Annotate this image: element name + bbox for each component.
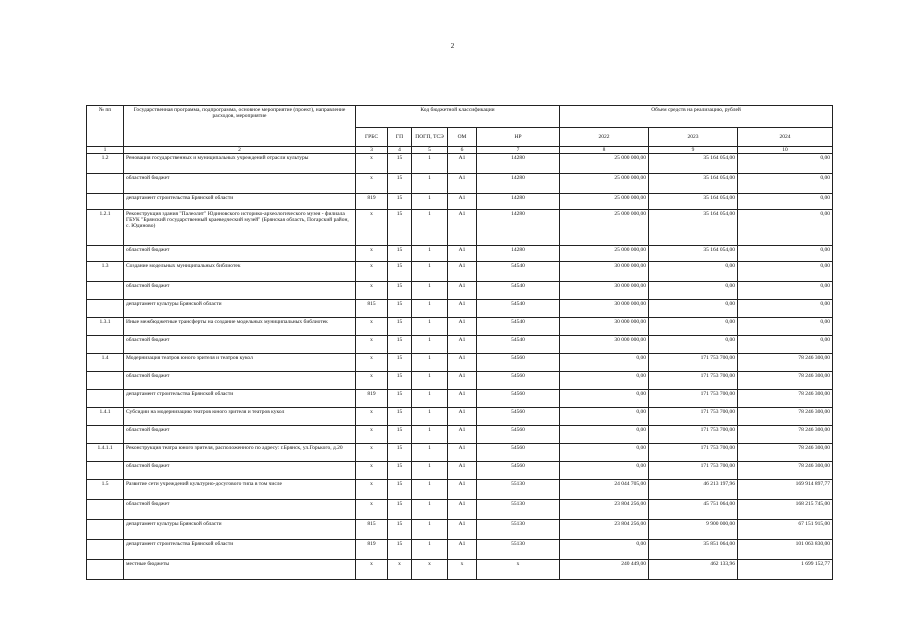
header-year-2022: 2022: [560, 128, 649, 147]
table-row: [87, 354, 833, 372]
cell-2024: 78 246 300,00: [738, 408, 833, 426]
cell-2023: 171 753 700,00: [649, 444, 738, 462]
cell-gp: 15: [388, 262, 412, 282]
cell-gp: 15: [388, 408, 412, 426]
cell-om: A1: [448, 282, 477, 300]
cell-2024: 0,00: [738, 300, 833, 318]
cell-2024: 0,00: [738, 336, 833, 354]
cell-nr: 54540: [477, 336, 560, 354]
cell-pogp: 1: [412, 462, 448, 480]
cell-nr: 14280: [477, 154, 560, 174]
header-om: ОМ: [448, 128, 477, 147]
cell-2024: 1 699 152,77: [738, 560, 833, 580]
cell-om: A1: [448, 174, 477, 194]
cell-2022: 30 000 000,00: [560, 262, 649, 282]
cell-pogp: 1: [412, 390, 448, 408]
cell-om: A1: [448, 246, 477, 262]
row-name: департамент культуры Брянской области: [124, 520, 356, 540]
cell-2022: 23 804 256,00: [560, 520, 649, 540]
column-number: 4: [388, 147, 412, 154]
cell-nr: x: [477, 560, 560, 580]
cell-2022: 0,00: [560, 408, 649, 426]
cell-pogp: 1: [412, 500, 448, 520]
header-volume: Объем средств на реализацию, рублей: [560, 106, 833, 128]
cell-2022: 30 000 000,00: [560, 318, 649, 336]
cell-om: A1: [448, 426, 477, 444]
row-name: областной бюджет: [124, 282, 356, 300]
cell-2024: 0,00: [738, 154, 833, 174]
cell-2024: 78 246 300,00: [738, 372, 833, 390]
row-name: областной бюджет: [124, 372, 356, 390]
column-number: 9: [649, 147, 738, 154]
cell-2024: 0,00: [738, 194, 833, 210]
cell-grbs: x: [356, 246, 388, 262]
row-name: Создание модельных муниципальных библиотек: [124, 262, 356, 282]
cell-2024: 0,00: [738, 282, 833, 300]
cell-gp: 15: [388, 500, 412, 520]
row-number: [87, 372, 124, 390]
cell-2023: 171 753 700,00: [649, 462, 738, 480]
table-row: [87, 390, 833, 408]
header-nr: НР: [477, 128, 560, 147]
cell-om: A1: [448, 408, 477, 426]
cell-2022: 24 044 705,00: [560, 480, 649, 500]
cell-grbs: x: [356, 354, 388, 372]
header-year-2024: 2024: [738, 128, 833, 147]
cell-om: A1: [448, 520, 477, 540]
cell-om: A1: [448, 210, 477, 246]
header-name: Государственная программа, подпрограмма, основное мероприятие (проект), направление расходов, мероприятие: [124, 106, 356, 147]
cell-om: A1: [448, 540, 477, 560]
cell-2022: 0,00: [560, 540, 649, 560]
cell-nr: 54540: [477, 300, 560, 318]
cell-2024: 78 246 300,00: [738, 390, 833, 408]
cell-om: A1: [448, 154, 477, 174]
row-name: Иные межбюджетные трансферты на создание модельных муниципальных библиотек: [124, 318, 356, 336]
cell-nr: 54560: [477, 426, 560, 444]
cell-gp: 15: [388, 282, 412, 300]
cell-om: A1: [448, 444, 477, 462]
table-row: [87, 300, 833, 318]
cell-gp: 15: [388, 480, 412, 500]
cell-nr: 54560: [477, 462, 560, 480]
cell-2023: 35 164 054,00: [649, 174, 738, 194]
row-name: департамент культуры Брянской области: [124, 300, 356, 318]
row-number: [87, 520, 124, 540]
cell-grbs: x: [356, 318, 388, 336]
cell-pogp: 1: [412, 210, 448, 246]
cell-2024: 78 246 300,00: [738, 462, 833, 480]
cell-gp: 15: [388, 336, 412, 354]
table-row: [87, 282, 833, 300]
row-number: [87, 246, 124, 262]
header-no: № пп: [87, 106, 124, 147]
column-number: 6: [448, 147, 477, 154]
row-name: департамент строительства Брянской области: [124, 540, 356, 560]
cell-2024: 67 151 915,00: [738, 520, 833, 540]
cell-pogp: 1: [412, 444, 448, 462]
cell-2022: 0,00: [560, 372, 649, 390]
cell-grbs: 815: [356, 300, 388, 318]
cell-om: A1: [448, 500, 477, 520]
cell-2022: 30 000 000,00: [560, 282, 649, 300]
cell-nr: 54560: [477, 408, 560, 426]
column-number: 10: [738, 147, 833, 154]
cell-2023: 0,00: [649, 318, 738, 336]
table-row: [87, 246, 833, 262]
cell-2022: 25 000 000,00: [560, 194, 649, 210]
cell-2022: 25 000 000,00: [560, 246, 649, 262]
cell-2023: 0,00: [649, 282, 738, 300]
row-name: областной бюджет: [124, 246, 356, 262]
cell-2023: 462 133,96: [649, 560, 738, 580]
budget-table: [86, 105, 833, 580]
table-row: [87, 372, 833, 390]
row-number: 1.3: [87, 262, 124, 282]
row-number: [87, 282, 124, 300]
cell-nr: 55130: [477, 520, 560, 540]
cell-2023: 35 164 054,00: [649, 194, 738, 210]
cell-gp: 15: [388, 300, 412, 318]
cell-nr: 14280: [477, 174, 560, 194]
row-number: 1.2: [87, 154, 124, 174]
row-number: [87, 462, 124, 480]
row-number: [87, 194, 124, 210]
cell-pogp: 1: [412, 354, 448, 372]
cell-grbs: x: [356, 336, 388, 354]
table-body: [87, 154, 833, 580]
cell-pogp: 1: [412, 300, 448, 318]
cell-2024: 0,00: [738, 174, 833, 194]
cell-pogp: 1: [412, 336, 448, 354]
cell-2022: 25 000 000,00: [560, 210, 649, 246]
cell-gp: 15: [388, 390, 412, 408]
table-row: [87, 500, 833, 520]
header-kbk: Код бюджетной классификации: [356, 106, 560, 128]
cell-gp: x: [388, 560, 412, 580]
cell-grbs: x: [356, 282, 388, 300]
cell-om: A1: [448, 300, 477, 318]
cell-grbs: x: [356, 372, 388, 390]
cell-2023: 171 753 700,00: [649, 390, 738, 408]
cell-2024: 78 246 300,00: [738, 444, 833, 462]
cell-gp: 15: [388, 444, 412, 462]
cell-nr: 54560: [477, 354, 560, 372]
header-pogp: ПОГП, ТСЭ: [412, 128, 448, 147]
cell-pogp: 1: [412, 246, 448, 262]
table-row: [87, 154, 833, 174]
cell-2022: 25 000 000,00: [560, 154, 649, 174]
table-row: [87, 520, 833, 540]
cell-2023: 35 164 054,00: [649, 154, 738, 174]
cell-2024: 169 914 897,77: [738, 480, 833, 500]
row-name: Реконструкция здания "Палеолит" Юдиновского историко-археологического музея - филиала ГБУК "Брянский государственный краеведческий музей" (Брянская область, Погарский район, с. Юдиново): [124, 210, 356, 246]
row-name: Развитие сети учреждений культурно-досугового типа в том числе: [124, 480, 356, 500]
cell-nr: 55130: [477, 500, 560, 520]
cell-nr: 14280: [477, 194, 560, 210]
row-name: Субсидии на модернизацию театров юного зрителя и театров кукол: [124, 408, 356, 426]
cell-2024: 78 246 300,00: [738, 354, 833, 372]
row-number: 1.3.1: [87, 318, 124, 336]
page-number: 2: [450, 42, 455, 50]
cell-pogp: 1: [412, 520, 448, 540]
cell-gp: 15: [388, 354, 412, 372]
row-name: Реновация государственных и муниципальных учреждений отрасли культуры: [124, 154, 356, 174]
column-number: 3: [356, 147, 388, 154]
cell-2024: 0,00: [738, 262, 833, 282]
column-number: 1: [87, 147, 124, 154]
cell-pogp: 1: [412, 318, 448, 336]
row-name: местные бюджеты: [124, 560, 356, 580]
cell-nr: 54560: [477, 444, 560, 462]
cell-om: A1: [448, 336, 477, 354]
cell-2023: 35 164 054,00: [649, 210, 738, 246]
cell-pogp: x: [412, 560, 448, 580]
cell-pogp: 1: [412, 194, 448, 210]
cell-om: x: [448, 560, 477, 580]
cell-2022: 0,00: [560, 390, 649, 408]
cell-grbs: x: [356, 480, 388, 500]
cell-2022: 30 000 000,00: [560, 336, 649, 354]
cell-2022: 0,00: [560, 444, 649, 462]
table-row: [87, 540, 833, 560]
cell-om: A1: [448, 194, 477, 210]
row-number: 1.4.1.1: [87, 444, 124, 462]
cell-om: A1: [448, 318, 477, 336]
column-number: 2: [124, 147, 356, 154]
cell-om: A1: [448, 462, 477, 480]
cell-2023: 9 900 000,00: [649, 520, 738, 540]
row-name: областной бюджет: [124, 426, 356, 444]
cell-2022: 0,00: [560, 426, 649, 444]
column-number: 5: [412, 147, 448, 154]
table-row: [87, 194, 833, 210]
row-name: Модернизация театров юного зрителя и театров кукол: [124, 354, 356, 372]
row-name: департамент строительства Брянской области: [124, 194, 356, 210]
cell-2024: 0,00: [738, 246, 833, 262]
cell-grbs: x: [356, 262, 388, 282]
cell-grbs: x: [356, 210, 388, 246]
cell-2024: 78 246 300,00: [738, 426, 833, 444]
table-row: [87, 408, 833, 426]
cell-2023: 171 753 700,00: [649, 354, 738, 372]
cell-gp: 15: [388, 154, 412, 174]
cell-om: A1: [448, 372, 477, 390]
cell-nr: 54540: [477, 282, 560, 300]
cell-2023: 0,00: [649, 300, 738, 318]
header-year-2023: 2023: [649, 128, 738, 147]
cell-nr: 54560: [477, 372, 560, 390]
cell-grbs: x: [356, 444, 388, 462]
cell-2024: 0,00: [738, 210, 833, 246]
table-row: [87, 336, 833, 354]
cell-grbs: 819: [356, 540, 388, 560]
cell-grbs: x: [356, 462, 388, 480]
row-number: [87, 174, 124, 194]
cell-2023: 35 164 054,00: [649, 246, 738, 262]
cell-grbs: 819: [356, 194, 388, 210]
row-number: [87, 560, 124, 580]
cell-grbs: x: [356, 174, 388, 194]
row-number: [87, 540, 124, 560]
table-row: [87, 210, 833, 246]
cell-gp: 15: [388, 520, 412, 540]
cell-2022: 240 449,00: [560, 560, 649, 580]
cell-2022: 0,00: [560, 462, 649, 480]
cell-2023: 0,00: [649, 336, 738, 354]
cell-2024: 101 063 830,00: [738, 540, 833, 560]
cell-pogp: 1: [412, 372, 448, 390]
column-number: 7: [477, 147, 560, 154]
cell-nr: 54560: [477, 390, 560, 408]
cell-gp: 15: [388, 246, 412, 262]
cell-pogp: 1: [412, 174, 448, 194]
row-name: областной бюджет: [124, 336, 356, 354]
cell-gp: 15: [388, 318, 412, 336]
row-number: [87, 300, 124, 318]
table-row: [87, 462, 833, 480]
cell-2022: 0,00: [560, 354, 649, 372]
row-number: 1.4: [87, 354, 124, 372]
cell-grbs: 815: [356, 520, 388, 540]
table-row: [87, 262, 833, 282]
cell-grbs: 819: [356, 390, 388, 408]
cell-pogp: 1: [412, 282, 448, 300]
cell-2023: 171 753 700,00: [649, 426, 738, 444]
table-row: [87, 174, 833, 194]
cell-2023: 171 753 700,00: [649, 372, 738, 390]
cell-pogp: 1: [412, 408, 448, 426]
row-number: 1.2.1: [87, 210, 124, 246]
cell-grbs: x: [356, 500, 388, 520]
cell-pogp: 1: [412, 262, 448, 282]
cell-2023: 45 751 064,00: [649, 500, 738, 520]
cell-gp: 15: [388, 540, 412, 560]
table-row: [87, 444, 833, 462]
cell-nr: 14280: [477, 246, 560, 262]
row-number: 1.5: [87, 480, 124, 500]
cell-gp: 15: [388, 174, 412, 194]
cell-grbs: x: [356, 560, 388, 580]
cell-nr: 55130: [477, 480, 560, 500]
cell-nr: 54540: [477, 262, 560, 282]
row-name: областной бюджет: [124, 174, 356, 194]
cell-2023: 46 213 197,96: [649, 480, 738, 500]
table-row: [87, 560, 833, 580]
cell-gp: 15: [388, 372, 412, 390]
cell-gp: 15: [388, 426, 412, 444]
cell-2022: 25 000 000,00: [560, 174, 649, 194]
cell-gp: 15: [388, 462, 412, 480]
table-row: [87, 426, 833, 444]
row-number: [87, 500, 124, 520]
cell-pogp: 1: [412, 480, 448, 500]
cell-pogp: 1: [412, 154, 448, 174]
cell-pogp: 1: [412, 426, 448, 444]
cell-gp: 15: [388, 194, 412, 210]
row-name: департамент строительства Брянской области: [124, 390, 356, 408]
cell-2022: 23 804 256,00: [560, 500, 649, 520]
cell-2023: 171 753 700,00: [649, 408, 738, 426]
cell-2024: 168 215 745,00: [738, 500, 833, 520]
cell-om: A1: [448, 354, 477, 372]
row-number: [87, 336, 124, 354]
cell-grbs: x: [356, 154, 388, 174]
cell-nr: 54540: [477, 318, 560, 336]
table-row: [87, 480, 833, 500]
cell-grbs: x: [356, 426, 388, 444]
cell-nr: 55130: [477, 540, 560, 560]
row-number: 1.4.1: [87, 408, 124, 426]
cell-pogp: 1: [412, 540, 448, 560]
cell-gp: 15: [388, 210, 412, 246]
row-name: областной бюджет: [124, 462, 356, 480]
column-number: 8: [560, 147, 649, 154]
cell-2023: 35 851 064,00: [649, 540, 738, 560]
row-number: [87, 390, 124, 408]
cell-2022: 30 000 000,00: [560, 300, 649, 318]
cell-om: A1: [448, 390, 477, 408]
row-number: [87, 426, 124, 444]
table-row: [87, 318, 833, 336]
header-gp: ГП: [388, 128, 412, 147]
cell-om: A1: [448, 480, 477, 500]
header-grbs: ГРБС: [356, 128, 388, 147]
cell-grbs: x: [356, 408, 388, 426]
cell-nr: 14280: [477, 210, 560, 246]
row-name: Реконструкция театра юного зрителя, расположенного по адресу: г.Брянск, ул.Горького, д.20: [124, 444, 356, 462]
row-name: областной бюджет: [124, 500, 356, 520]
cell-om: A1: [448, 262, 477, 282]
cell-2023: 0,00: [649, 262, 738, 282]
cell-2024: 0,00: [738, 318, 833, 336]
